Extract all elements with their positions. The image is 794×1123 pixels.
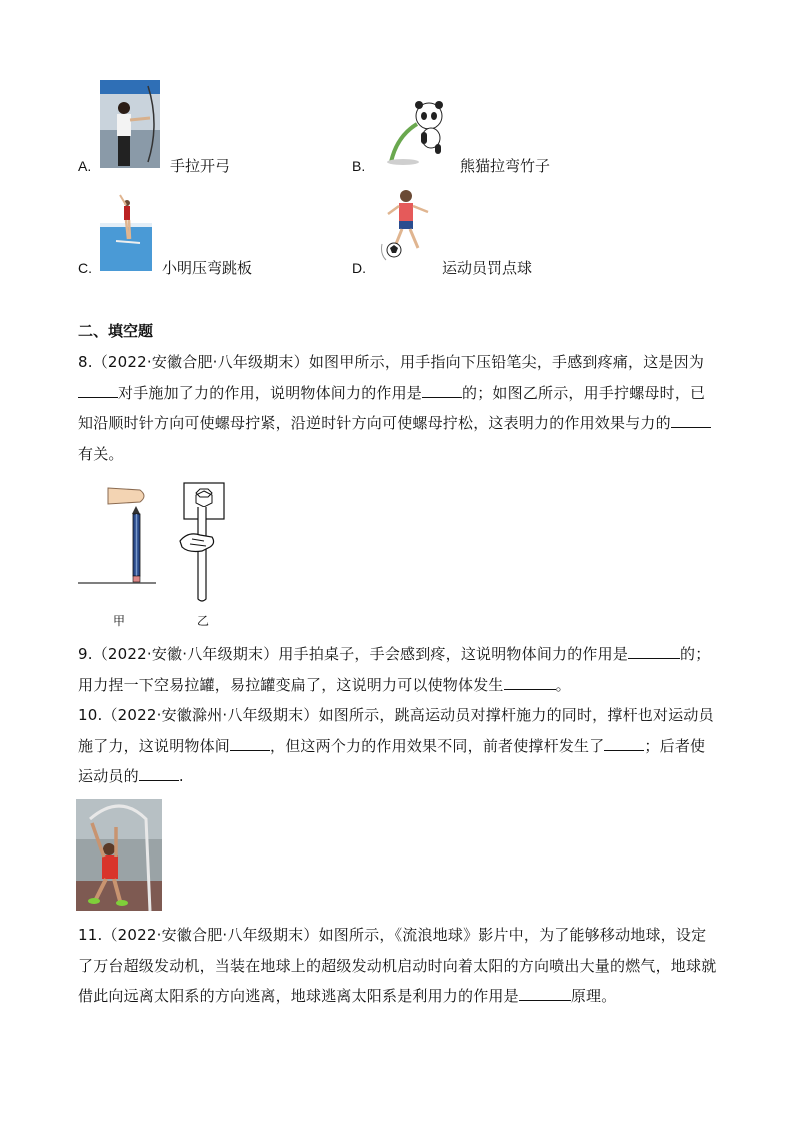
option-a-letter: A. (78, 158, 92, 174)
option-c-letter: C. (78, 260, 92, 276)
figure-label-jia: 甲 (113, 614, 126, 628)
q9-text-1: 9.（2022·安徽·八年级期末）用手拍桌子，手会感到疼，这说明物体间力的作用是 (78, 645, 629, 663)
question-10 (78, 700, 718, 792)
option-d-text: 运动员罚点球 (442, 259, 533, 277)
q11-text-2: 原理。 (570, 987, 617, 1005)
answer-blank[interactable] (628, 644, 680, 659)
q9-text-3: 。 (555, 675, 571, 694)
diver-springboard-photo (100, 193, 152, 271)
q8-text-1: 8.（2022·安徽合肥·八年级期末）如图甲所示，用手指向下压铅笔尖，手感到疼痛，这是因为 (78, 353, 705, 371)
question-11 (78, 920, 718, 1012)
q10-text-1: 10.（2022·安徽滁州·八年级期末）如图所示，跳高运动员对撑杆施力的同时，撑杆也对运动员施了力，这说明物体间 (78, 706, 714, 755)
wrench-nut-figure (178, 481, 226, 603)
q8-text-3: 的；如图乙所示，用手拧螺母时，已知沿顺时针方向可使螺母拧紧，沿逆时针方向可使螺母拧松，这表明力的作用效果与力的 (78, 383, 706, 432)
q8-text-2: 对手施加了力的作用，说明物体间力的作用是 (118, 383, 423, 402)
pencil-press-figure (78, 484, 156, 588)
archer-photo (100, 80, 160, 168)
q10-text-2: ，但这两个力的作用效果不同，前者使撑杆发生了 (270, 736, 605, 755)
q8-text-4: 有关。 (78, 444, 124, 463)
q9-text-2: 的；用力捏一下空易拉罐，易拉罐变扁了，这说明力可以使物体发生 (78, 645, 711, 694)
option-c-text: 小明压弯跳板 (162, 259, 253, 277)
option-a-text: 手拉开弓 (170, 157, 231, 175)
q10-text-3: ；后者使运动员的 (78, 736, 706, 785)
answer-blank[interactable] (671, 413, 711, 428)
q10-text-4: . (178, 767, 184, 785)
answer-blank[interactable] (230, 736, 270, 751)
pole-vault-photo (76, 799, 162, 911)
section-title: 二、填空题 (78, 322, 154, 340)
answer-blank[interactable] (519, 986, 571, 1001)
answer-blank[interactable] (139, 766, 179, 781)
q11-text-1: 11.（2022·安徽合肥·八年级期末）如图所示，《流浪地球》影片中，为了能够移动地球，设定了万台超级发动机，当装在地球上的超级发动机启动时向着太阳的方向喷出大量的燃气，地球就借此向远离太阳系的方向逃离，地球逃离太阳系是利用力的作用是 (78, 926, 717, 1005)
question-9 (78, 639, 718, 700)
panda-bamboo-illustration (383, 96, 451, 166)
option-b-letter: B. (352, 158, 366, 174)
answer-blank[interactable] (78, 383, 118, 398)
option-d-letter: D. (352, 260, 366, 276)
answer-blank[interactable] (422, 383, 462, 398)
figure-label-yi: 乙 (197, 614, 210, 628)
answer-blank[interactable] (504, 675, 556, 690)
option-b-text: 熊猫拉弯竹子 (460, 157, 551, 175)
soccer-kick-illustration (380, 188, 432, 264)
question-8 (78, 347, 718, 469)
answer-blank[interactable] (604, 736, 644, 751)
